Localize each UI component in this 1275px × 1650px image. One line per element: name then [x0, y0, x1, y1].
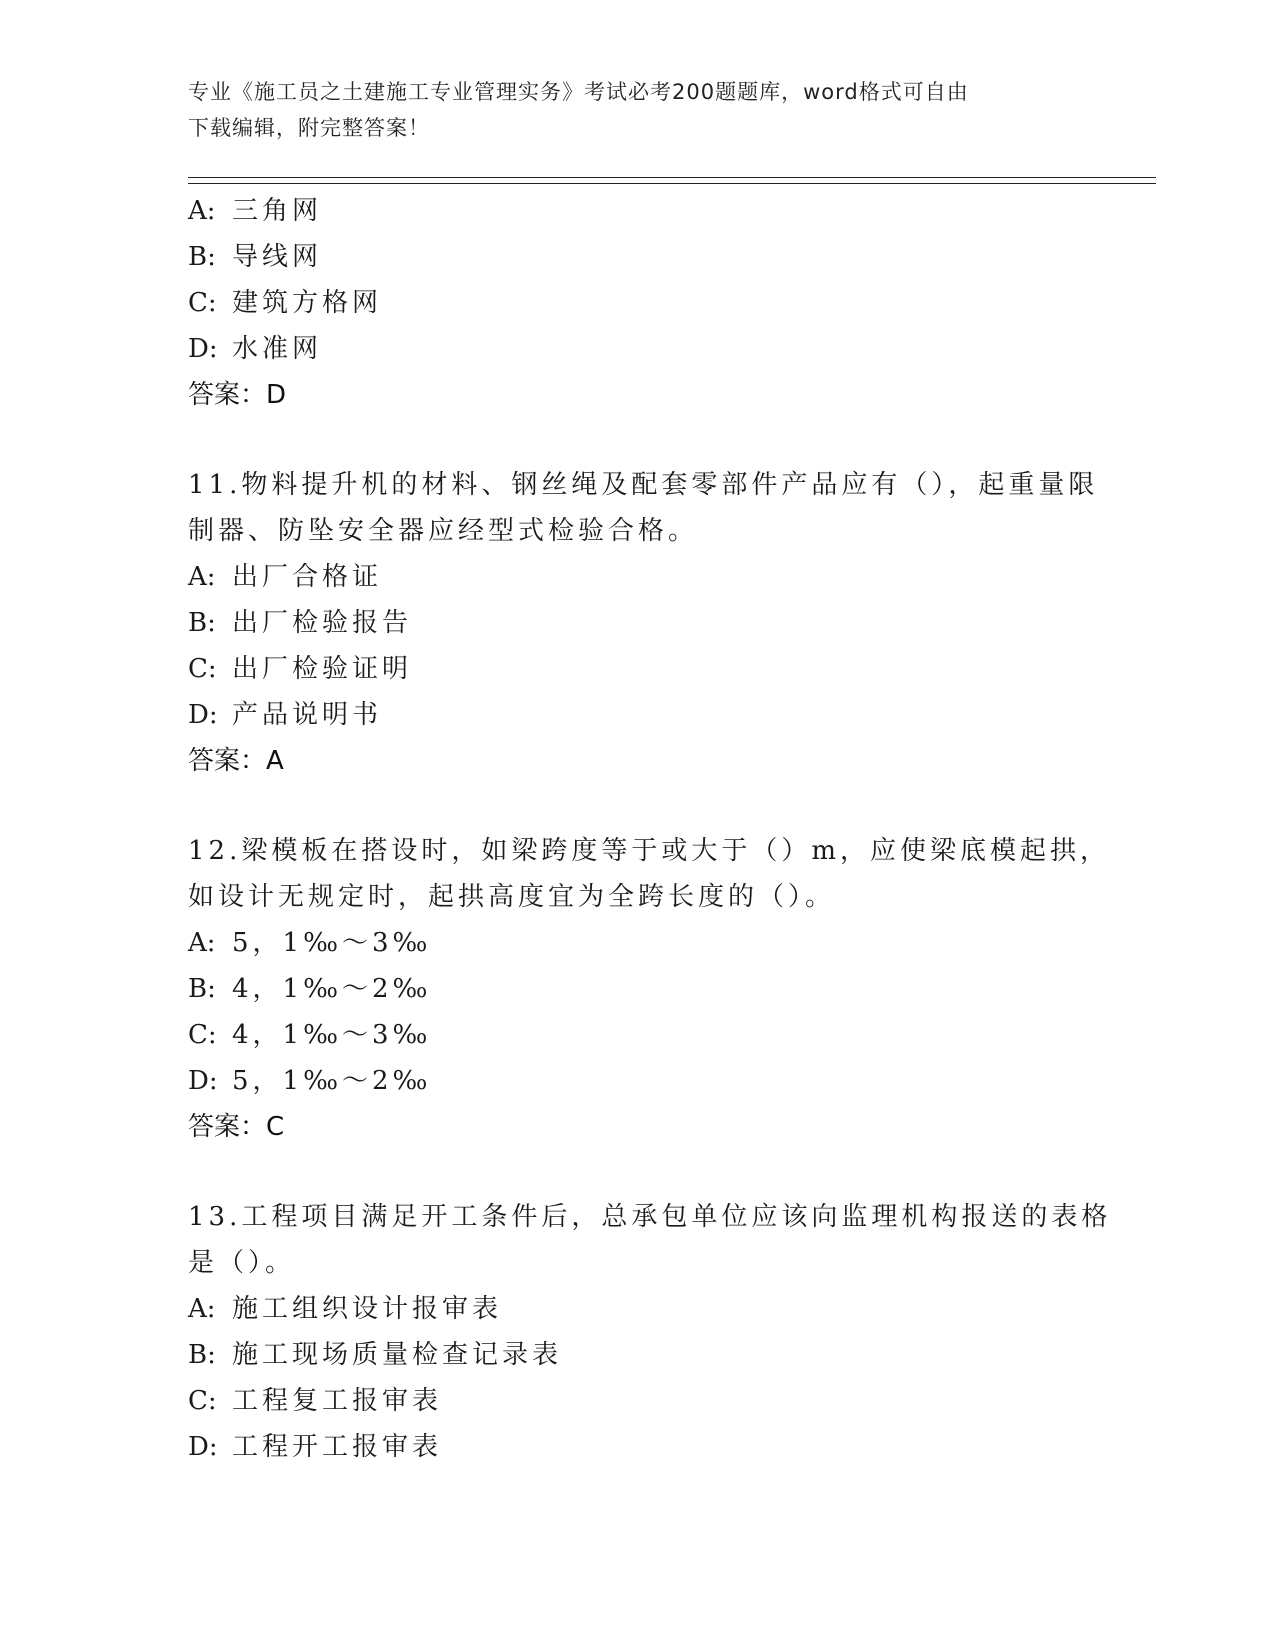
option-d: D: 水准网 [188, 334, 323, 364]
option-a: A: 5，1‰～3‰ [188, 928, 432, 958]
option-c-text: 4，1‰～3‰ [232, 1020, 432, 1050]
question-stem [188, 828, 1111, 920]
question-stem-line-2: 如设计无规定时，起拱高度宜为全跨长度的（）。 [188, 882, 836, 912]
option-a: A: 施工组织设计报审表 [188, 1294, 503, 1324]
answer-line: 答案：C [188, 1112, 285, 1142]
option-c: C: 建筑方格网 [188, 288, 383, 318]
option-a: A: 三角网 [188, 196, 323, 226]
question-block-12 [188, 828, 1111, 1150]
question-block-10-tail [188, 188, 1088, 418]
header-line-1: 专业《施工员之土建施工专业管理实务》考试必考200题题库，word格式可自由 [188, 80, 969, 104]
option-a-text: 5，1‰～3‰ [232, 928, 432, 958]
question-stem [188, 1194, 1112, 1286]
option-c: C: 出厂检验证明 [188, 654, 413, 684]
option-b: B: 出厂检验报告 [188, 608, 413, 638]
option-a-text: 三角网 [232, 196, 323, 226]
question-block-13 [188, 1194, 1112, 1470]
option-d-text: 水准网 [232, 334, 323, 364]
option-b-text: 导线网 [232, 242, 323, 272]
option-c-text: 出厂检验证明 [232, 654, 413, 684]
question-stem-line-2: 制器、防坠安全器应经型式检验合格。 [188, 516, 699, 546]
answer-line: 答案：A [188, 746, 284, 776]
option-a: A: 出厂合格证 [188, 562, 383, 592]
question-stem-line-2: 是（）。 [188, 1248, 296, 1278]
option-d-text: 产品说明书 [232, 700, 383, 730]
answer-line: 答案：D [188, 380, 287, 410]
option-d-text: 工程开工报审表 [232, 1432, 443, 1462]
question-stem-line-1: 11.物料提升机的材料、钢丝绳及配套零部件产品应有（），起重量限 [188, 470, 1099, 500]
option-b-text: 出厂检验报告 [232, 608, 413, 638]
option-b-text: 施工现场质量检查记录表 [232, 1340, 563, 1370]
question-stem [188, 462, 1099, 554]
option-d: D: 产品说明书 [188, 700, 383, 730]
header-rule-bottom [188, 183, 1156, 184]
question-stem-line-1: 13.工程项目满足开工条件后，总承包单位应该向监理机构报送的表格 [188, 1202, 1112, 1232]
option-b: B: 4，1‰～2‰ [188, 974, 432, 1004]
option-c-text: 工程复工报审表 [232, 1386, 443, 1416]
option-a-text: 出厂合格证 [232, 562, 383, 592]
option-a-text: 施工组织设计报审表 [232, 1294, 503, 1324]
question-block-11 [188, 462, 1099, 784]
option-c: C: 工程复工报审表 [188, 1386, 443, 1416]
option-b: B: 施工现场质量检查记录表 [188, 1340, 563, 1370]
question-stem-line-1: 12.梁模板在搭设时，如梁跨度等于或大于（）m，应使梁底模起拱， [188, 836, 1111, 866]
option-b-text: 4，1‰～2‰ [232, 974, 432, 1004]
option-d-text: 5，1‰～2‰ [232, 1066, 432, 1096]
option-c: C: 4，1‰～3‰ [188, 1020, 432, 1050]
header-rule-top [188, 177, 1156, 178]
option-d: D: 5，1‰～2‰ [188, 1066, 432, 1096]
option-b: B: 导线网 [188, 242, 323, 272]
option-c-text: 建筑方格网 [232, 288, 383, 318]
document-header [188, 74, 1068, 146]
option-d: D: 工程开工报审表 [188, 1432, 443, 1462]
question-content [188, 188, 1112, 1470]
header-line-2: 下载编辑，附完整答案！ [188, 116, 430, 140]
